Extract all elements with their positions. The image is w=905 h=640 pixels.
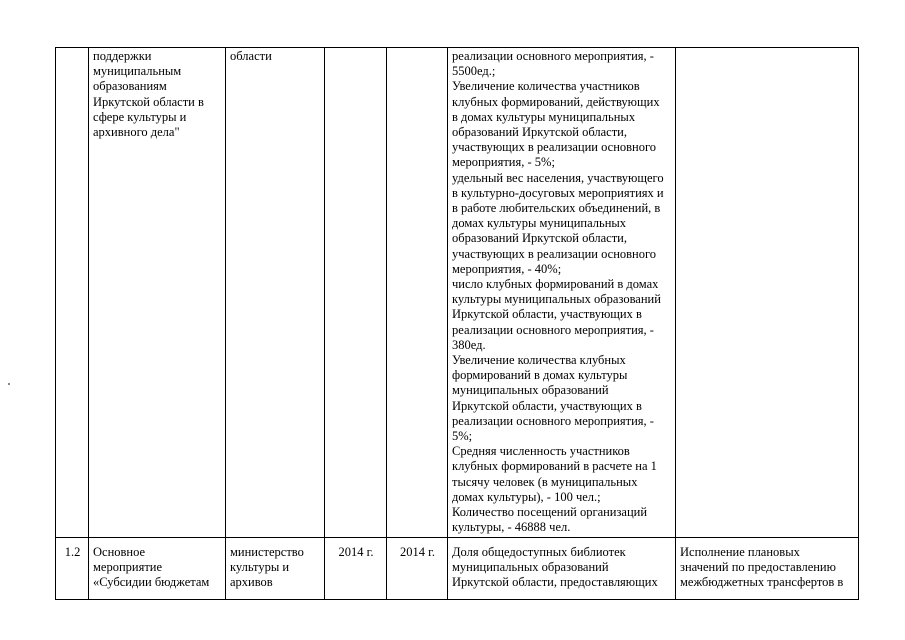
cell-indicators — [448, 48, 676, 538]
text-line: клубных формирований, действующих — [452, 94, 660, 109]
text-line: Средняя численность участников — [452, 444, 630, 459]
text-line: участвующих в реализации основного — [452, 140, 657, 155]
cell-end-date: 2014 г. — [387, 538, 448, 600]
text-line: Основное — [93, 545, 146, 559]
text-line: 5%; — [452, 429, 473, 444]
cell-number: 1.2 — [56, 538, 89, 600]
text-line: культуры, - 46888 чел. — [452, 520, 571, 535]
text-line: участвующих в реализации основного — [452, 246, 657, 261]
cell-event — [89, 48, 226, 538]
text-line: образований Иркутской области, — [452, 125, 627, 140]
text-line: значений по предоставлению — [680, 560, 836, 575]
cell-results — [676, 538, 859, 600]
cell-indicators — [448, 538, 676, 600]
text-line: культуры муниципальных образований — [452, 292, 661, 307]
text-line: реализации основного мероприятия, - — [452, 413, 654, 428]
text-line: сфере культуры и — [93, 109, 187, 124]
text-line: мероприятие — [93, 560, 163, 575]
text-line: 380ед. — [452, 337, 486, 352]
text-line: 5500ед.; — [452, 64, 496, 79]
text-line: Иркутской области, участвующих в — [452, 398, 642, 413]
text-line: межбюджетных трансфертов в — [680, 575, 844, 590]
text-line: тысячу человек (в муниципальных — [452, 474, 638, 489]
cell-end-date — [387, 48, 448, 538]
text-line: Увеличение количества участников — [452, 79, 640, 94]
text-line: домах культуры), - 100 чел.; — [452, 489, 601, 504]
text-line: области — [230, 49, 272, 63]
text-line: «Субсидии бюджетам — [93, 575, 210, 590]
cell-results — [676, 48, 859, 538]
text-line: министерство — [230, 545, 304, 559]
cell-executor — [226, 48, 325, 538]
text-line: Исполнение плановых — [680, 545, 800, 559]
cell-number — [56, 48, 89, 538]
text-line: реализации основного мероприятия, - — [452, 49, 654, 63]
cell-start-date: 2014 г. — [325, 538, 387, 600]
text-line: мероприятия, - 40%; — [452, 261, 562, 276]
cell-start-date — [325, 48, 387, 538]
text-line: домах культуры муниципальных — [452, 216, 627, 231]
text-line: в культурно-досуговых мероприятиях и — [452, 185, 664, 200]
text-line: муниципальным — [93, 64, 182, 79]
text-line: в домах культуры муниципальных — [452, 109, 636, 124]
cell-executor — [226, 538, 325, 600]
text-line: образований Иркутской области, — [452, 231, 627, 246]
text-line: образованиям — [93, 79, 167, 94]
text-line: архивного дела" — [93, 125, 180, 140]
text-line: поддержки — [93, 49, 152, 63]
text-line: реализации основного мероприятия, - — [452, 322, 654, 337]
table-row — [56, 48, 859, 538]
text-line: число клубных формирований в домах — [452, 277, 659, 292]
text-line: формирований в домах культуры — [452, 368, 628, 383]
cell-event — [89, 538, 226, 600]
text-line: мероприятия, - 5%; — [452, 155, 555, 170]
text-line: клубных формирований в расчете на 1 — [452, 459, 657, 474]
text-line: Количество посещений организаций — [452, 505, 648, 520]
text-line: Увеличение количества клубных — [452, 353, 626, 368]
text-line: муниципальных образований — [452, 560, 609, 575]
text-line: Доля общедоступных библиотек — [452, 545, 626, 559]
text-line: Иркутской области, участвующих в — [452, 307, 642, 322]
program-table — [55, 47, 859, 600]
text-line: в работе любительских объединений, в — [452, 201, 661, 216]
text-line: муниципальных образований — [452, 383, 609, 398]
text-line: архивов — [230, 575, 273, 590]
text-line: Иркутской области, предоставляющих — [452, 575, 658, 590]
text-line: удельный вес населения, участвующего — [452, 170, 664, 185]
text-line: культуры и — [230, 560, 290, 575]
table-row — [56, 538, 859, 600]
scan-mark — [8, 383, 10, 385]
text-line: Иркутской области в — [93, 94, 204, 109]
